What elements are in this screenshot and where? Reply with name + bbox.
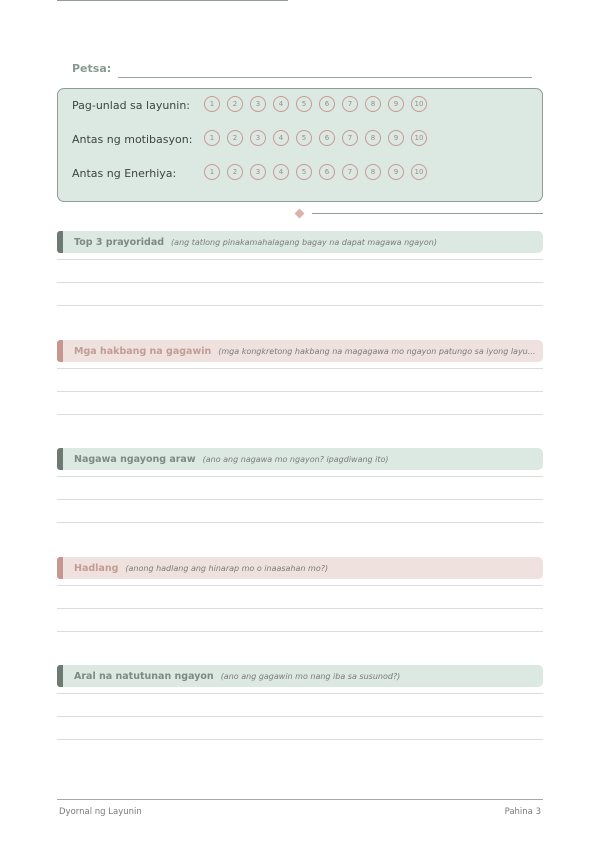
rating-circle[interactable]: 1: [204, 164, 220, 180]
section-hint: (anong hadlang ang hinarap mo o inaasahan mo?): [125, 563, 329, 573]
section-accent-bar: [57, 340, 63, 362]
rating-row-energy: [72, 164, 532, 184]
rating-label: Pag-unlad sa layunin:: [72, 99, 191, 112]
rating-circle[interactable]: 6: [319, 96, 335, 112]
rating-circle[interactable]: 10: [411, 130, 427, 146]
writing-line[interactable]: [57, 368, 543, 369]
rating-scale: [204, 130, 434, 146]
section-hint: (ano ang nagawa mo ngayon? ipagdiwang ito): [202, 454, 389, 464]
divider-diamond-icon: [295, 209, 305, 219]
writing-line[interactable]: [57, 608, 543, 609]
rating-circle[interactable]: 6: [319, 164, 335, 180]
rating-circle[interactable]: 4: [273, 130, 289, 146]
date-input-line[interactable]: [118, 77, 532, 78]
writing-line[interactable]: [57, 716, 543, 717]
section-hint: (mga kongkretong hakbang na magagawa mo ngayon patungo sa iyong layu...: [218, 346, 536, 356]
section-header: [57, 557, 543, 579]
divider-line-right: [312, 213, 543, 214]
section-accent-bar: [57, 448, 63, 470]
writing-line[interactable]: [57, 693, 543, 694]
section-title: Mga hakbang na gagawin: [74, 345, 212, 357]
rating-circle[interactable]: 3: [250, 164, 266, 180]
rating-label: Antas ng motibasyon:: [72, 133, 193, 146]
rating-row-progress: [72, 96, 532, 116]
rating-circle[interactable]: 8: [365, 130, 381, 146]
rating-circle[interactable]: 9: [388, 164, 404, 180]
section-header: [57, 231, 543, 253]
rating-circle[interactable]: 9: [388, 96, 404, 112]
rating-circle[interactable]: 1: [204, 96, 220, 112]
rating-circle[interactable]: 2: [227, 164, 243, 180]
rating-scale: [204, 164, 434, 180]
writing-line[interactable]: [57, 414, 543, 415]
rating-circle[interactable]: 9: [388, 130, 404, 146]
date-label: Petsa:: [72, 62, 112, 75]
writing-line[interactable]: [57, 282, 543, 283]
writing-line[interactable]: [57, 391, 543, 392]
rating-circle[interactable]: 7: [342, 130, 358, 146]
rating-circle[interactable]: 8: [365, 164, 381, 180]
writing-line[interactable]: [57, 522, 543, 523]
writing-line[interactable]: [57, 259, 543, 260]
rating-circle[interactable]: 1: [204, 130, 220, 146]
footer-journal-title: Dyornal ng Layunin: [59, 807, 142, 817]
footer-page-number: Pahina 3: [504, 807, 541, 817]
writing-line[interactable]: [57, 631, 543, 632]
section-title: Hadlang: [74, 562, 119, 574]
rating-circle[interactable]: 10: [411, 164, 427, 180]
section-accent-bar: [57, 557, 63, 579]
section-header: [57, 340, 543, 362]
section-accent-bar: [57, 231, 63, 253]
section-hint: (ang tatlong pinakamahalagang bagay na dapat magawa ngayon): [171, 237, 437, 247]
rating-circle[interactable]: 4: [273, 164, 289, 180]
rating-scale: [204, 96, 434, 112]
section-header: [57, 448, 543, 470]
writing-line[interactable]: [57, 305, 543, 306]
date-row: [72, 62, 532, 80]
section-hint: (ano ang gagawin mo nang iba sa susunod?): [220, 671, 401, 681]
rating-circle[interactable]: 4: [273, 96, 289, 112]
rating-label: Antas ng Enerhiya:: [72, 167, 177, 180]
rating-row-motivation: [72, 130, 532, 150]
rating-circle[interactable]: 6: [319, 130, 335, 146]
rating-circle[interactable]: 3: [250, 96, 266, 112]
writing-line[interactable]: [57, 585, 543, 586]
rating-circle[interactable]: 8: [365, 96, 381, 112]
footer-divider: [57, 799, 543, 800]
rating-circle[interactable]: 7: [342, 164, 358, 180]
section-header: [57, 665, 543, 687]
rating-circle[interactable]: 5: [296, 164, 312, 180]
rating-circle[interactable]: 3: [250, 130, 266, 146]
section-accent-bar: [57, 665, 63, 687]
section-title: Top 3 prayoridad: [74, 236, 165, 248]
section-title: Aral na natutunan ngayon: [74, 670, 214, 682]
section-title: Nagawa ngayong araw: [74, 453, 196, 465]
rating-box: [57, 88, 543, 202]
rating-circle[interactable]: 2: [227, 96, 243, 112]
rating-circle[interactable]: 2: [227, 130, 243, 146]
writing-line[interactable]: [57, 739, 543, 740]
rating-circle[interactable]: 10: [411, 96, 427, 112]
writing-line[interactable]: [57, 476, 543, 477]
rating-circle[interactable]: 5: [296, 130, 312, 146]
writing-line[interactable]: [57, 499, 543, 500]
rating-circle[interactable]: 7: [342, 96, 358, 112]
divider-line-left: [57, 0, 288, 1]
rating-circle[interactable]: 5: [296, 96, 312, 112]
